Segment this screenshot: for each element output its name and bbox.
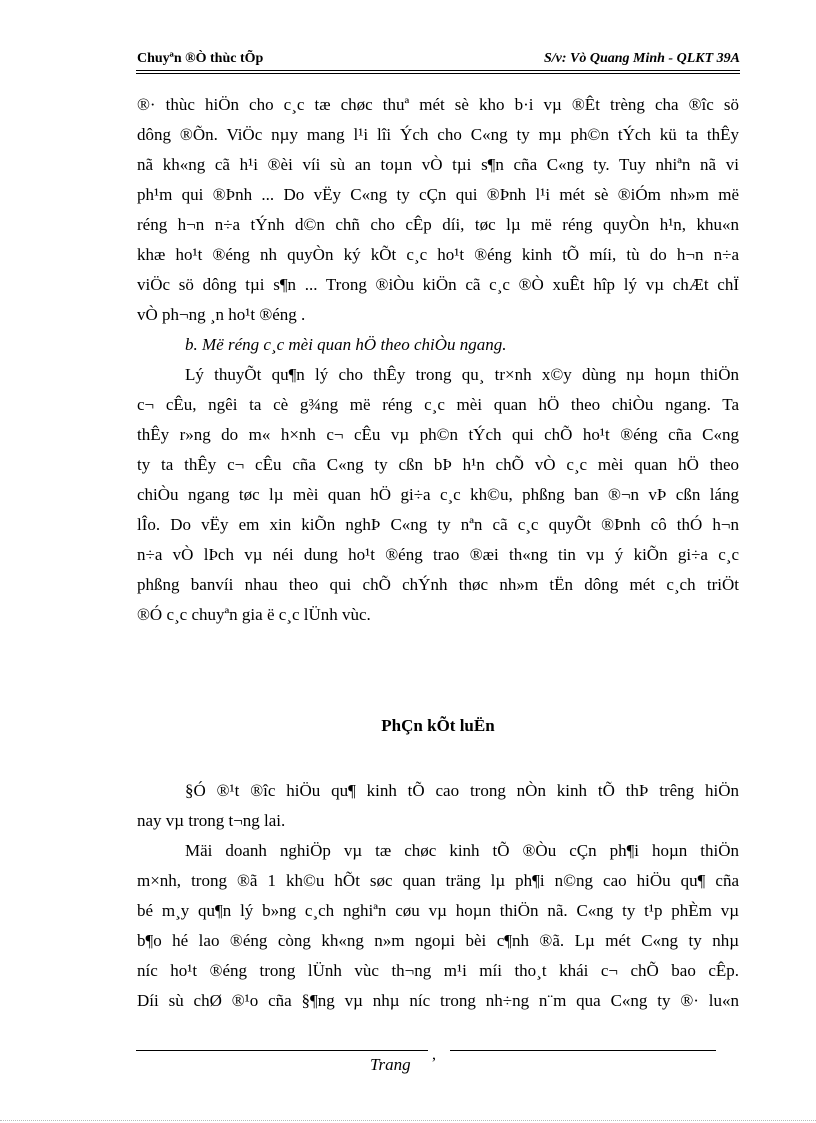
paragraph-line: khæ ho¹t ®éng nh quyÒn ký kÕt c¸c ho¹t ®éng kinh tÕ míi, tù do h¬n n÷a bbox=[137, 245, 739, 264]
paragraph-line: §Ó ®¹t ®îc hiÖu qu¶ kinh tÕ cao trong nÒn kinh tÕ thÞ trêng hiÖn bbox=[185, 781, 739, 800]
paragraph-line: Lý thuyÕt qu¶n lý cho thÊy trong qu¸ tr×nh x©y dùng nµ hoµn thiÖn bbox=[185, 365, 739, 384]
paragraph-line: níc ho¹t ®éng trong lÜnh vùc th¬ng m¹i míi tho¸t khái c¬ chÕ bao cÊp. bbox=[137, 961, 739, 980]
section-title: PhÇn kÕt luËn bbox=[381, 716, 495, 735]
paragraph-line: n÷a vÒ lÞch vµ néi dung ho¹t ®éng trao ®æi th«ng tin vµ ý kiÕn gi÷a c¸c bbox=[137, 545, 739, 564]
paragraph-line: réng h¬n n÷a tÝnh d©n chñ cho cÊp díi, tøc lµ më réng quyÒn h¹n, khu«n bbox=[137, 215, 739, 234]
paragraph-line: dông ®Õn. ViÖc nµy mang l¹i lîi Ých cho C«ng ty mµ ph©n tÝch kü ta thÊy bbox=[137, 125, 739, 144]
paragraph-line: c¬ cÊu, ngêi ta cè g¾ng më réng c¸c mèi quan hÖ theo chiÒu ngang. Ta bbox=[137, 395, 739, 414]
subheading: b. Më réng c¸c mèi quan hÖ theo chiÒu ngang. bbox=[185, 335, 507, 354]
body-section-1 bbox=[137, 90, 739, 630]
paragraph-line: Díi sù chØ ®¹o cña §¶ng vµ nhµ níc trong nh÷ng n¨m qua C«ng ty ®· lu«n bbox=[137, 991, 739, 1010]
header-right-author: S/v: Vò Quang Minh - QLKT 39A bbox=[543, 51, 740, 66]
header-rule bbox=[136, 70, 740, 71]
paragraph-line: ®· thùc hiÖn cho c¸c tæ chøc thuª mét sè kho b·i vµ ®Êt trèng cha ®îc sö bbox=[137, 95, 739, 114]
paragraph-line: nã kh«ng cã h¹i ®èi víi sù an toµn vÒ tµi s¶n cña C«ng ty. Tuy nhiªn nã vi bbox=[137, 155, 739, 174]
paragraph-line: ®Ó c¸c chuyªn gia ë c¸c lÜnh vùc. bbox=[137, 605, 371, 624]
paragraph-line: b¶o hé lao ®éng còng kh«ng n»m ngoµi bèi c¶nh ®ã. Lµ mét C«ng ty nhµ bbox=[137, 931, 739, 950]
footer-rule-right bbox=[450, 1050, 716, 1051]
paragraph-line: m×nh, trong ®ã 1 kh©u hÕt søc quan träng lµ ph¶i n©ng cao hiÖu qu¶ cña bbox=[137, 871, 739, 890]
paragraph-line: thÊy r»ng do m« h×nh c¬ cÊu vµ ph©n tÝch qui chÕ ho¹t ®éng cña C«ng bbox=[137, 425, 739, 444]
paragraph-line: Mäi doanh nghiÖp vµ tæ chøc kinh tÕ ®Òu cÇn ph¶i hoµn thiÖn bbox=[185, 841, 739, 860]
paragraph-line: ty ta thÊy c¬ cÊu cña C«ng ty cßn bÞ h¹n chÕ vÒ c¸c mèi quan hÖ theo bbox=[137, 455, 739, 474]
paragraph-line: vÒ ph¬ng ¸n ho¹t ®éng . bbox=[137, 305, 306, 324]
header-left-title: Chuyªn ®Ò thùc tÕp bbox=[137, 51, 264, 66]
page-edge-divider bbox=[0, 1120, 816, 1121]
paragraph-line: viÖc sö dông tµi s¶n ... Trong ®iÒu kiÖn cã c¸c ®Ò xuÊt hîp lý vµ chÆt chÏ bbox=[137, 275, 739, 294]
paragraph-line: nay vµ trong t¬ng lai. bbox=[137, 811, 286, 830]
footer-separator: , bbox=[432, 1046, 436, 1063]
footer-page-label: Trang bbox=[370, 1055, 411, 1074]
paragraph-line: chiÒu ngang tøc lµ mèi quan hÖ gi÷a c¸c kh©u, phßng ban ®¬n vÞ cßn láng bbox=[137, 485, 739, 504]
paragraph-line: lÎo. Do vËy em xin kiÕn nghÞ C«ng ty nªn cã c¸c quyÕt ®Þnh cô thÓ h¬n bbox=[137, 515, 739, 534]
paragraph-line: phßng banvíi nhau theo qui chÕ chÝnh thøc nh»m tËn dông mét c¸ch triÖt bbox=[137, 575, 739, 594]
footer-rule-left bbox=[136, 1050, 428, 1051]
header-rule-double bbox=[136, 73, 740, 74]
paragraph-line: bé m¸y qu¶n lý b»ng c¸ch nghiªn cøu vµ hoµn thiÖn nã. C«ng ty t¹p phÈm vµ bbox=[137, 901, 739, 920]
paragraph-line: ph¹m qui ®Þnh ... Do vËy C«ng ty cÇn qui ®Þnh l¹i mét sè ®iÓm nh»m më bbox=[137, 185, 739, 204]
body-section-2 bbox=[137, 776, 739, 1016]
